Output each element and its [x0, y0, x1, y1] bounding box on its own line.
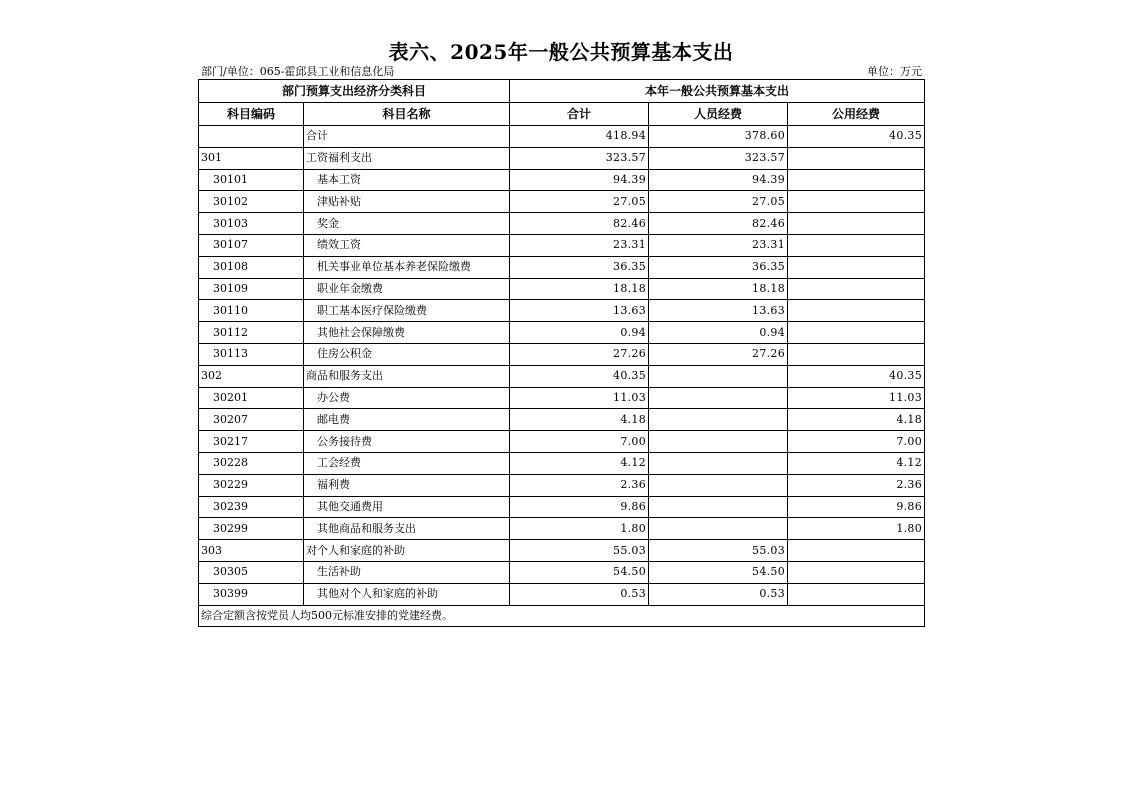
cell-personnel [649, 365, 788, 387]
cell-total: 27.26 [510, 343, 649, 365]
cell-personnel: 82.46 [649, 213, 788, 235]
column-header-personnel: 人员经费 [649, 103, 788, 126]
cell-code: 30239 [199, 496, 304, 518]
budget-table [198, 79, 925, 627]
cell-public [788, 561, 925, 583]
page-title: 表六、2025年一般公共预算基本支出 [388, 40, 734, 64]
cell-total: 418.94 [510, 126, 649, 148]
cell-personnel: 55.03 [649, 540, 788, 562]
cell-personnel [649, 452, 788, 474]
cell-public [788, 191, 925, 213]
cell-public [788, 169, 925, 191]
cell-public: 40.35 [788, 365, 925, 387]
cell-total: 4.12 [510, 452, 649, 474]
cell-personnel [649, 387, 788, 409]
table-row [199, 518, 925, 540]
cell-total: 36.35 [510, 256, 649, 278]
cell-code: 30102 [199, 191, 304, 213]
cell-public [788, 583, 925, 605]
cell-personnel: 54.50 [649, 561, 788, 583]
cell-code: 302 [199, 365, 304, 387]
table-row [199, 300, 925, 322]
cell-name: 公务接待费 [304, 431, 510, 453]
group-header-basic-expenditure: 本年一般公共预算基本支出 [510, 80, 925, 103]
cell-total: 0.94 [510, 322, 649, 344]
cell-personnel [649, 474, 788, 496]
cell-public: 7.00 [788, 431, 925, 453]
cell-total: 27.05 [510, 191, 649, 213]
cell-personnel: 18.18 [649, 278, 788, 300]
cell-personnel [649, 431, 788, 453]
table-row [199, 147, 925, 169]
table-row [199, 256, 925, 278]
table-row [199, 431, 925, 453]
cell-public [788, 322, 925, 344]
table-row [199, 278, 925, 300]
cell-code: 30228 [199, 452, 304, 474]
cell-personnel: 27.26 [649, 343, 788, 365]
cell-name: 津贴补贴 [304, 191, 510, 213]
table-row [199, 561, 925, 583]
cell-public [788, 256, 925, 278]
cell-public [788, 213, 925, 235]
table-row [199, 126, 925, 148]
cell-name: 工资福利支出 [304, 147, 510, 169]
cell-name: 职业年金缴费 [304, 278, 510, 300]
cell-total: 7.00 [510, 431, 649, 453]
cell-personnel: 0.94 [649, 322, 788, 344]
column-header-code: 科目编码 [199, 103, 304, 126]
cell-personnel [649, 409, 788, 431]
cell-name: 合计 [304, 126, 510, 148]
cell-name: 奖金 [304, 213, 510, 235]
table-row [199, 169, 925, 191]
cell-personnel: 0.53 [649, 583, 788, 605]
cell-total: 1.80 [510, 518, 649, 540]
column-header-name: 科目名称 [304, 103, 510, 126]
table-group-header [199, 80, 925, 103]
cell-personnel [649, 518, 788, 540]
cell-public: 2.36 [788, 474, 925, 496]
table-row [199, 387, 925, 409]
column-header-public: 公用经费 [788, 103, 925, 126]
cell-name: 职工基本医疗保险缴费 [304, 300, 510, 322]
cell-code: 30107 [199, 234, 304, 256]
cell-total: 40.35 [510, 365, 649, 387]
cell-total: 9.86 [510, 496, 649, 518]
cell-public [788, 540, 925, 562]
table-row [199, 474, 925, 496]
cell-name: 生活补助 [304, 561, 510, 583]
cell-name: 基本工资 [304, 169, 510, 191]
cell-personnel [649, 496, 788, 518]
table-row [199, 365, 925, 387]
cell-public [788, 234, 925, 256]
cell-public: 11.03 [788, 387, 925, 409]
cell-name: 商品和服务支出 [304, 365, 510, 387]
cell-code [199, 126, 304, 148]
column-header-total: 合计 [510, 103, 649, 126]
department-label: 部门/单位：065-霍邱县工业和信息化局 [201, 65, 395, 78]
cell-name: 工会经费 [304, 452, 510, 474]
cell-personnel: 36.35 [649, 256, 788, 278]
table-row [199, 496, 925, 518]
cell-name: 对个人和家庭的补助 [304, 540, 510, 562]
cell-total: 11.03 [510, 387, 649, 409]
cell-code: 301 [199, 147, 304, 169]
table-footnote: 综合定额含按党员人均500元标准安排的党建经费。 [199, 605, 925, 627]
cell-name: 其他交通费用 [304, 496, 510, 518]
cell-code: 30229 [199, 474, 304, 496]
cell-public: 4.18 [788, 409, 925, 431]
cell-public: 4.12 [788, 452, 925, 474]
cell-total: 55.03 [510, 540, 649, 562]
cell-public: 40.35 [788, 126, 925, 148]
cell-total: 13.63 [510, 300, 649, 322]
cell-name: 绩效工资 [304, 234, 510, 256]
table-footnote-row [199, 605, 925, 627]
cell-code: 30399 [199, 583, 304, 605]
group-header-classification: 部门预算支出经济分类科目 [199, 80, 510, 103]
cell-name: 福利费 [304, 474, 510, 496]
cell-code: 30112 [199, 322, 304, 344]
cell-code: 30103 [199, 213, 304, 235]
cell-public: 9.86 [788, 496, 925, 518]
cell-public [788, 278, 925, 300]
cell-public: 1.80 [788, 518, 925, 540]
table-body [199, 126, 925, 606]
cell-code: 30110 [199, 300, 304, 322]
table-row [199, 583, 925, 605]
cell-total: 82.46 [510, 213, 649, 235]
cell-code: 30207 [199, 409, 304, 431]
cell-code: 30101 [199, 169, 304, 191]
cell-public [788, 147, 925, 169]
cell-total: 323.57 [510, 147, 649, 169]
cell-personnel: 323.57 [649, 147, 788, 169]
table-row [199, 191, 925, 213]
cell-public [788, 343, 925, 365]
table-row [199, 343, 925, 365]
cell-total: 54.50 [510, 561, 649, 583]
table-row [199, 234, 925, 256]
table-row [199, 409, 925, 431]
cell-name: 机关事业单位基本养老保险缴费 [304, 256, 510, 278]
cell-total: 94.39 [510, 169, 649, 191]
cell-total: 23.31 [510, 234, 649, 256]
cell-code: 30305 [199, 561, 304, 583]
cell-code: 30113 [199, 343, 304, 365]
cell-name: 邮电费 [304, 409, 510, 431]
cell-name: 其他对个人和家庭的补助 [304, 583, 510, 605]
cell-personnel: 23.31 [649, 234, 788, 256]
cell-public [788, 300, 925, 322]
cell-total: 0.53 [510, 583, 649, 605]
cell-total: 18.18 [510, 278, 649, 300]
cell-code: 30201 [199, 387, 304, 409]
meta-row [200, 63, 923, 79]
unit-label: 单位：万元 [867, 65, 922, 78]
cell-code: 30299 [199, 518, 304, 540]
cell-code: 30108 [199, 256, 304, 278]
cell-code: 30109 [199, 278, 304, 300]
cell-personnel: 378.60 [649, 126, 788, 148]
cell-name: 其他商品和服务支出 [304, 518, 510, 540]
table-column-header [199, 103, 925, 126]
cell-name: 办公费 [304, 387, 510, 409]
table-row [199, 540, 925, 562]
cell-name: 住房公积金 [304, 343, 510, 365]
cell-personnel: 94.39 [649, 169, 788, 191]
table-row [199, 322, 925, 344]
cell-personnel: 27.05 [649, 191, 788, 213]
cell-personnel: 13.63 [649, 300, 788, 322]
cell-name: 其他社会保障缴费 [304, 322, 510, 344]
cell-total: 4.18 [510, 409, 649, 431]
cell-code: 30217 [199, 431, 304, 453]
cell-total: 2.36 [510, 474, 649, 496]
cell-code: 303 [199, 540, 304, 562]
table-row [199, 213, 925, 235]
table-row [199, 452, 925, 474]
